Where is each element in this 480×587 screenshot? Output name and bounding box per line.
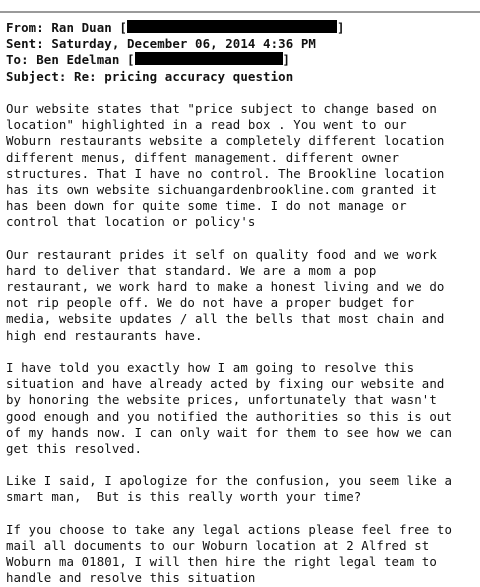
body-line: Like I said, I apologize for the confusion, you seem like a — [6, 473, 453, 489]
body-line: media, website updates / all the bells that most chain and — [6, 311, 445, 327]
sent-label: Sent: — [6, 36, 44, 52]
body-line: Woburn restaurants website a completely different location — [6, 133, 445, 149]
redacted-to-email — [135, 52, 283, 65]
body-line: has its own website sichuangardenbrookline.com granted it — [6, 181, 437, 197]
body-line: location" highlighted in a read box . You went to our — [6, 117, 407, 133]
body-line: structures. That I have no control. The Brookline location — [6, 165, 445, 181]
from-close: ] — [336, 20, 345, 35]
body-line: high end restaurants have. — [6, 327, 203, 343]
body-line: different menus, diffent management. different owner — [6, 149, 400, 165]
from-name: Ran Duan [ — [51, 20, 127, 35]
to-name: Ben Edelman [ — [36, 52, 135, 68]
body-line: situation and have already acted by fixing our website and — [6, 376, 445, 392]
body-line: control that location or policy's — [6, 214, 256, 230]
body-line: Woburn ma 01801, I will then hire the right legal team to — [6, 554, 437, 570]
body-line: hard to deliver that standard. We are a mom a pop — [6, 262, 377, 278]
to-label: To: — [6, 52, 29, 68]
subject-value: Re: pricing accuracy question — [74, 68, 294, 84]
body-line: If you choose to take any legal actions please feel free to — [6, 521, 453, 537]
body-line: Our restaurant prides it self on quality food and we work — [6, 246, 437, 262]
body-paragraph — [6, 360, 476, 457]
body-line: good enough and you notified the authorities so this is out — [6, 408, 453, 424]
body-paragraph — [6, 473, 476, 505]
body-line: by honoring the website prices, unfortunately that wasn't — [6, 392, 437, 408]
from-line — [6, 20, 476, 36]
body-paragraph — [6, 101, 476, 231]
body-line: mail all documents to our Woburn location at 2 Alfred st — [6, 538, 430, 553]
subject-line — [6, 69, 476, 85]
subject-label: Subject: — [6, 68, 67, 84]
email-printout — [6, 20, 476, 587]
body-line: handle and resolve this situation — [6, 570, 256, 586]
body-line: I have told you exactly how I am going to resolve this — [6, 359, 415, 375]
body-line: has been down for quite some time. I do not manage or — [6, 198, 407, 214]
body-paragraph — [6, 247, 476, 344]
body-line: of my hands now. I can only wait for them to see how we can — [6, 424, 453, 440]
body-line: Our website states that "price subject to change based on — [6, 100, 437, 116]
sent-line — [6, 36, 476, 52]
to-close: ] — [282, 52, 291, 68]
top-rule — [0, 11, 480, 13]
email-headers — [6, 20, 476, 85]
to-line — [6, 52, 476, 68]
body-line: not rip people off. We do not have a proper budget for — [6, 295, 415, 311]
sent-value: Saturday, December 06, 2014 4:36 PM — [51, 36, 316, 52]
body-line: get this resolved. — [6, 440, 143, 456]
body-line: smart man, But is this really worth your time? — [6, 489, 362, 505]
body-paragraph — [6, 522, 476, 587]
from-label: From: — [6, 20, 44, 35]
redacted-from-email — [127, 20, 337, 33]
body-line: restaurant, we work hard to make a honest living and we do — [6, 279, 445, 294]
